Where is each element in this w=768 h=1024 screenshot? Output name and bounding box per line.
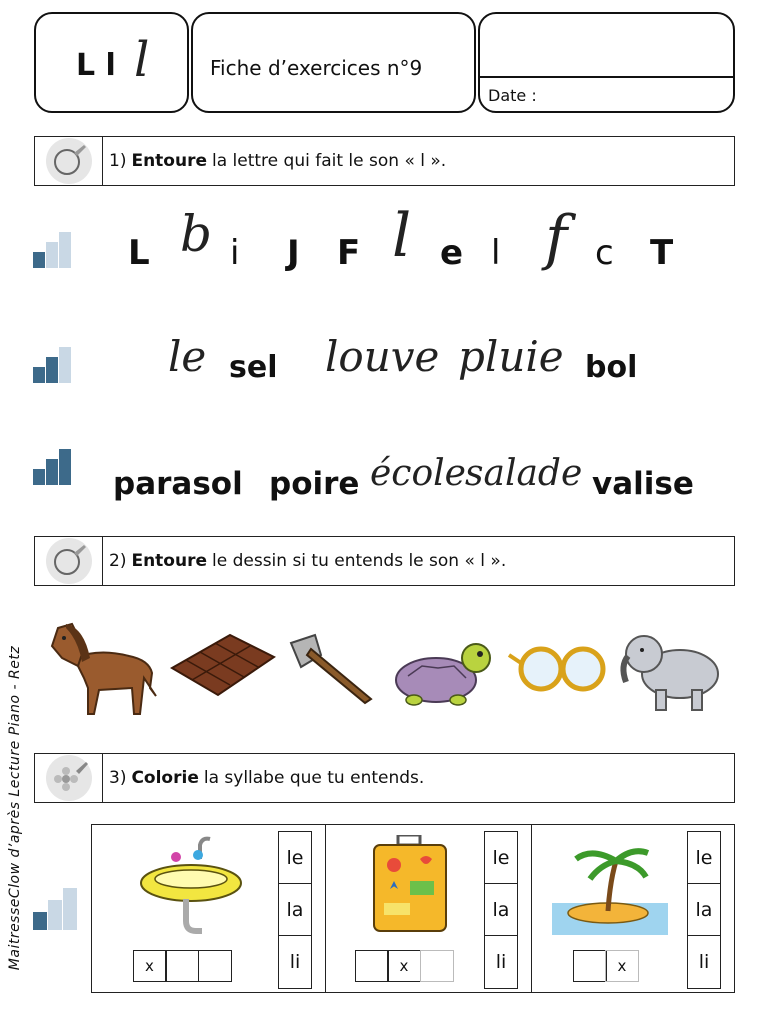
letter: l [491, 233, 501, 273]
position-box[interactable]: x [387, 950, 421, 982]
letter: c [595, 233, 614, 273]
position-box[interactable] [573, 950, 607, 982]
instruction-1-verb: Entoure [131, 151, 207, 171]
position-box[interactable] [165, 950, 199, 982]
position-box[interactable] [198, 950, 232, 982]
instruction-1-number: 1) [109, 151, 127, 171]
position-box[interactable] [420, 950, 454, 982]
instruction-2 [34, 536, 735, 586]
syllable-option[interactable]: la [688, 884, 720, 936]
syllable-cell [532, 825, 733, 992]
letter: L [128, 233, 150, 273]
instruction-1-text: la lettre qui fait le son « l ». [212, 151, 447, 171]
title-box [191, 12, 476, 113]
word: parasol [113, 466, 243, 502]
date-box [478, 12, 735, 113]
syllable-option[interactable]: li [289, 951, 301, 973]
letter: i [230, 233, 240, 273]
word: poire [269, 466, 360, 502]
date-divider [480, 76, 733, 78]
word: louve [325, 332, 440, 381]
axe-image[interactable] [285, 633, 377, 705]
word: le [168, 332, 207, 381]
sink-image[interactable] [138, 833, 244, 941]
letter: F [337, 233, 361, 273]
date-label: Date : [488, 86, 537, 105]
syllable-option[interactable]: le [688, 832, 720, 884]
credit-text: MaitresseClow d’après Lecture Piano - Retz [7, 645, 23, 970]
letters-box [34, 12, 189, 113]
syllable-option[interactable]: la [485, 884, 517, 936]
chocolate-image[interactable] [170, 633, 276, 698]
word-row-3 [0, 448, 768, 518]
instruction-2-number: 2) [109, 551, 127, 571]
level-1-icon [33, 886, 79, 930]
instruction-2-verb: Entoure [131, 551, 207, 571]
syllable-cell [326, 825, 532, 992]
syllable-option[interactable]: la [279, 884, 311, 936]
turtle-image[interactable] [388, 636, 494, 708]
position-boxes [134, 950, 232, 982]
circle-pencil-icon [35, 537, 103, 585]
letter: b [180, 205, 213, 263]
word: pluie [458, 332, 564, 381]
syllable-option[interactable]: le [279, 832, 311, 884]
instruction-3-number: 3) [109, 768, 127, 788]
instruction-3 [34, 753, 735, 803]
glasses-image[interactable] [505, 641, 609, 693]
letter-row [0, 201, 768, 305]
letter: f [545, 203, 568, 273]
flower-pencil-icon [35, 754, 103, 802]
position-box[interactable]: x [133, 950, 167, 982]
letter: J [287, 233, 300, 273]
syllable-option[interactable]: li [698, 951, 710, 973]
syllable-option[interactable]: le [485, 832, 517, 884]
letters-print: L l [76, 48, 116, 83]
syllable-column [687, 831, 721, 989]
letter: e [440, 233, 464, 273]
sheet-title: Fiche d’exercices n°9 [210, 56, 423, 80]
word: bol [585, 350, 638, 385]
instruction-1 [34, 136, 735, 186]
position-boxes [356, 950, 454, 982]
word: valise [592, 466, 694, 502]
letter: T [650, 233, 674, 273]
word: école [370, 453, 466, 494]
horse-image[interactable] [44, 618, 162, 718]
credit-text-container [0, 625, 30, 990]
word: salade [465, 453, 583, 494]
instruction-3-verb: Colorie [131, 768, 199, 788]
syllable-table [91, 824, 735, 993]
position-box[interactable]: x [605, 950, 639, 982]
word-row-2 [0, 330, 768, 410]
position-box[interactable] [355, 950, 389, 982]
elephant-image[interactable] [616, 626, 724, 714]
syllable-cell [92, 825, 326, 992]
instruction-2-text: le dessin si tu entends le son « l ». [212, 551, 507, 571]
suitcase-image[interactable] [370, 835, 450, 937]
syllable-option[interactable]: li [495, 951, 507, 973]
word: sel [229, 350, 278, 385]
letters-cursive: l [134, 32, 150, 88]
island-image[interactable] [552, 841, 668, 937]
syllable-column [278, 831, 312, 989]
position-boxes [574, 950, 639, 982]
syllable-column [484, 831, 518, 989]
letter: l [392, 201, 412, 271]
circle-pencil-icon [35, 137, 103, 185]
instruction-3-text: la syllabe que tu entends. [203, 768, 425, 788]
